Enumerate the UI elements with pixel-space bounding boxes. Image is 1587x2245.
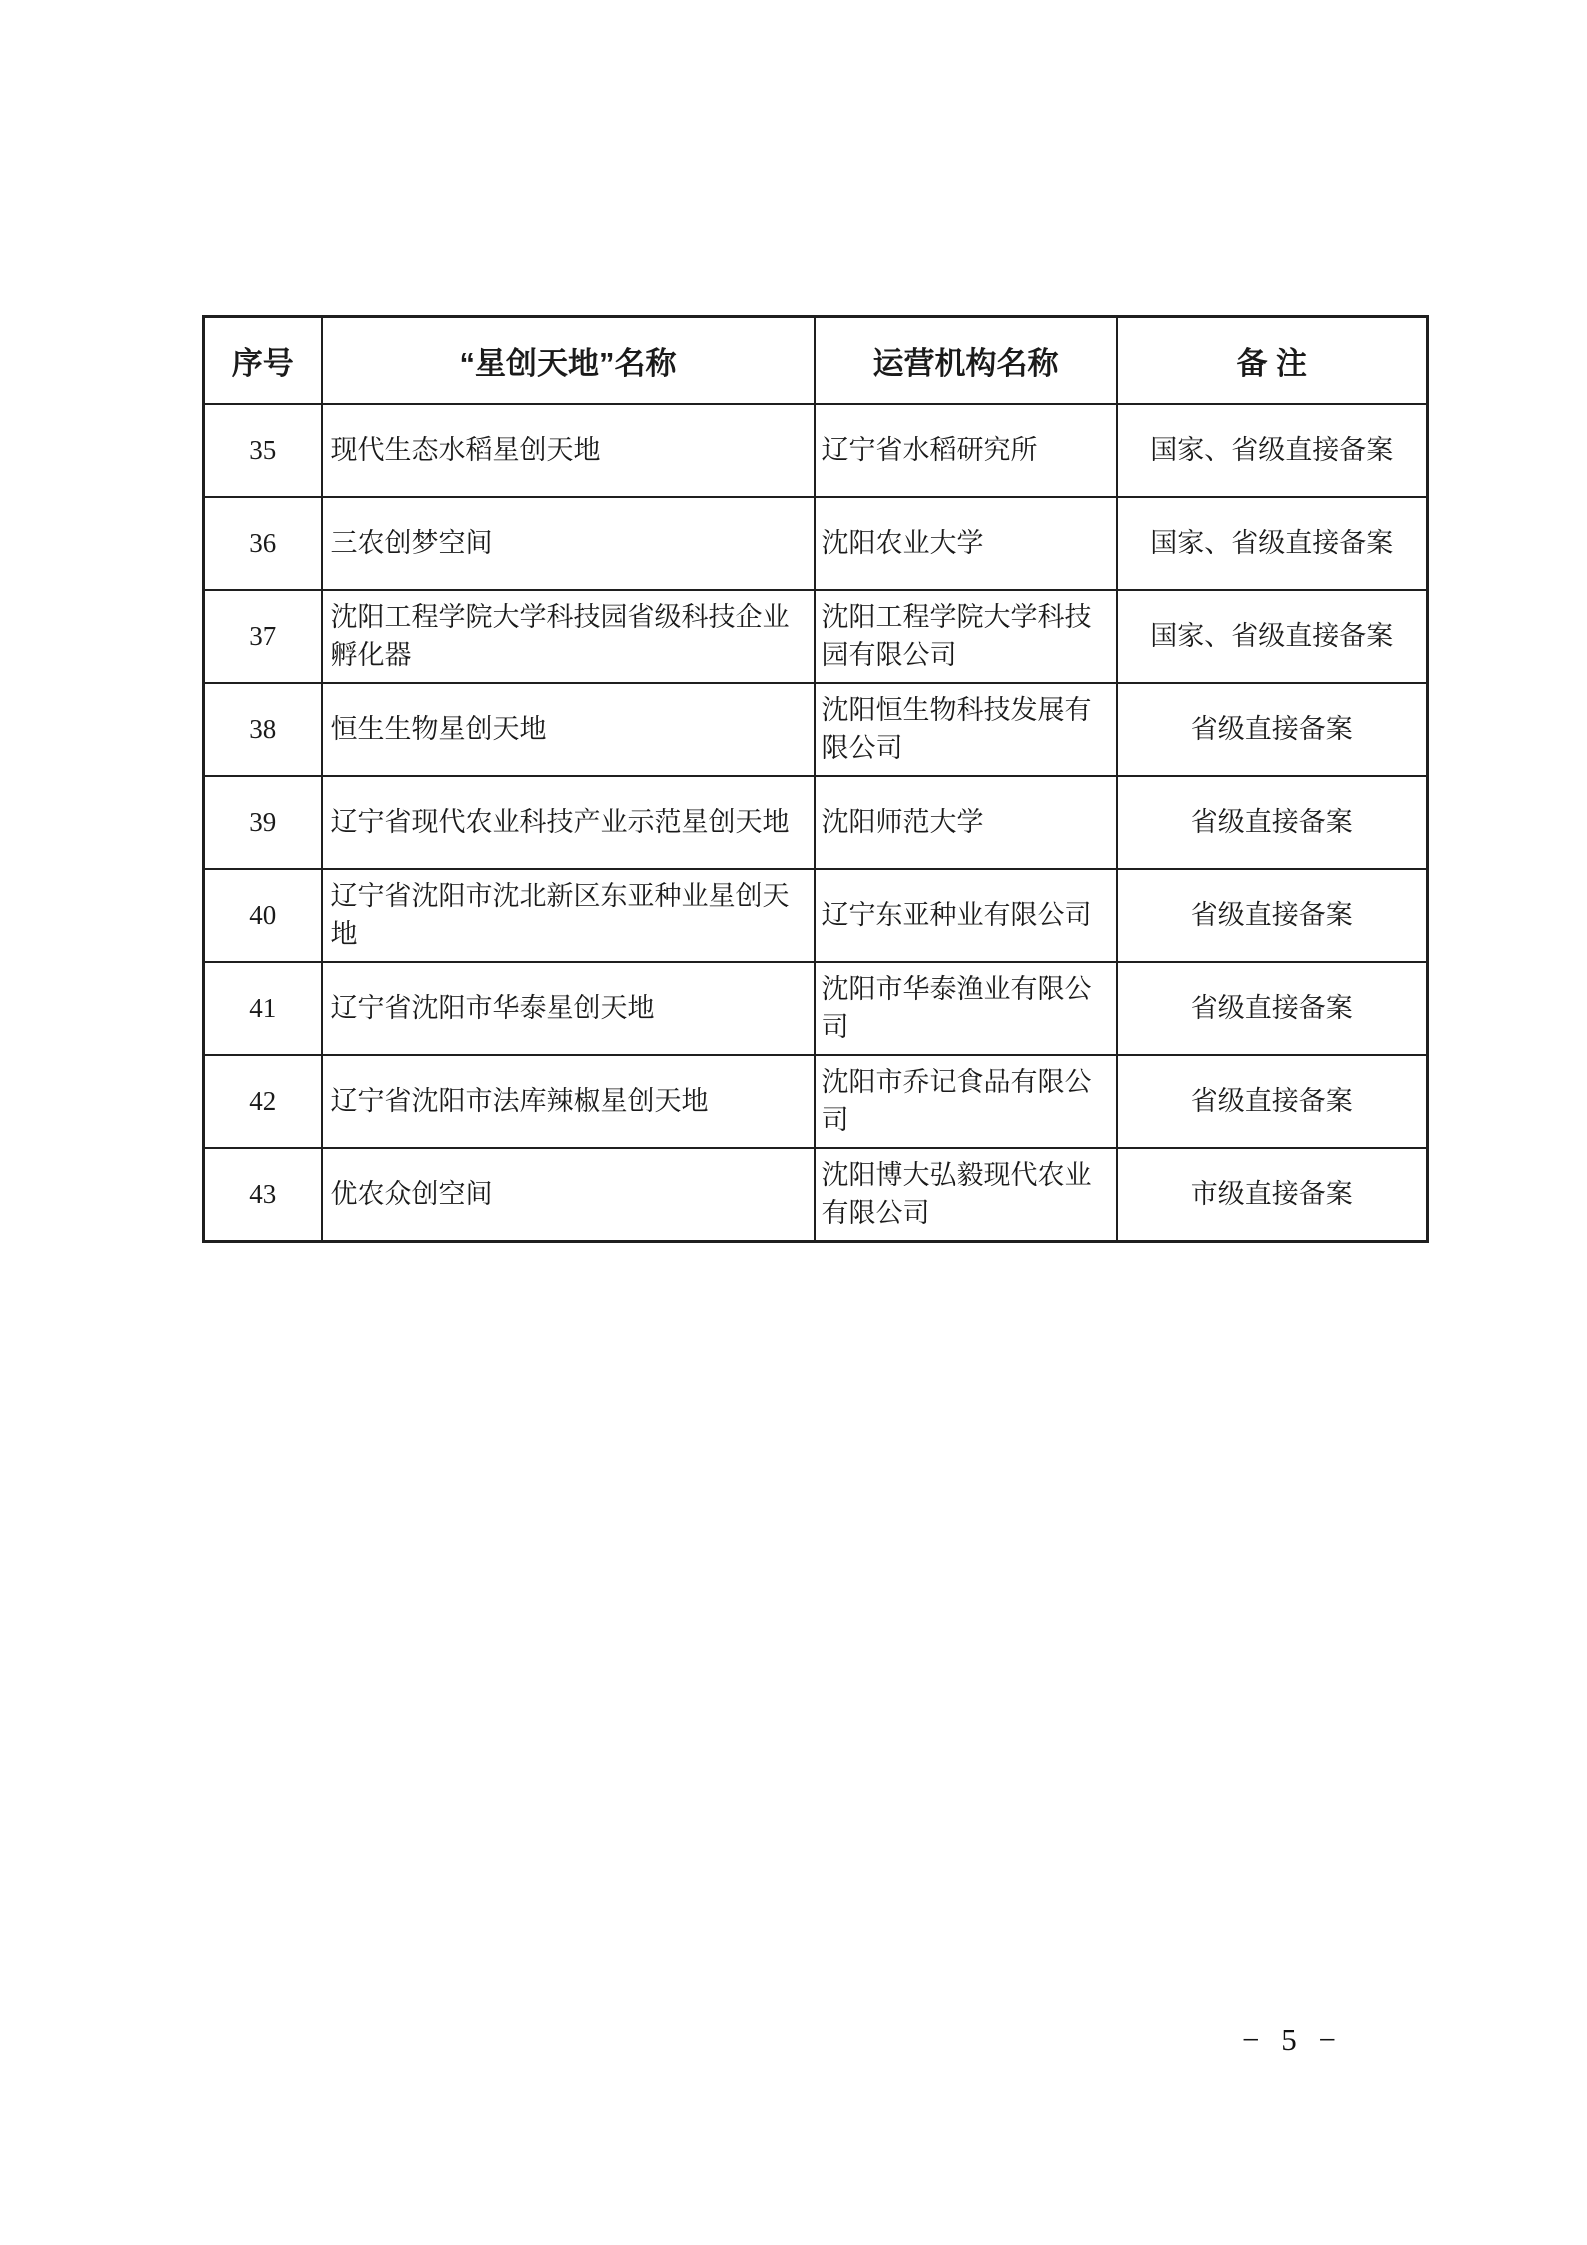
space-name-cell: 优农众创空间 (322, 1148, 815, 1242)
remark-cell: 省级直接备案 (1117, 1055, 1428, 1148)
remark-cell: 省级直接备案 (1117, 683, 1428, 776)
org-name-cell: 辽宁省水稻研究所 (815, 404, 1117, 497)
column-header-index: 序号 (204, 317, 322, 405)
remark-cell: 省级直接备案 (1117, 962, 1428, 1055)
column-header-org-name: 运营机构名称 (815, 317, 1117, 405)
table-row (204, 590, 1428, 683)
row-index-cell: 35 (204, 404, 322, 497)
column-header-space-name: “星创天地”名称 (322, 317, 815, 405)
org-name-cell: 沈阳师范大学 (815, 776, 1117, 869)
space-name-cell: 辽宁省沈阳市沈北新区东亚种业星创天地 (322, 869, 815, 962)
table-row (204, 683, 1428, 776)
row-index-cell: 36 (204, 497, 322, 590)
page-number: − 5 − (1242, 2022, 1336, 2057)
row-index-cell: 42 (204, 1055, 322, 1148)
row-index-cell: 40 (204, 869, 322, 962)
remark-cell: 省级直接备案 (1117, 776, 1428, 869)
org-name-cell: 沈阳市乔记食品有限公司 (815, 1055, 1117, 1148)
row-index-cell: 37 (204, 590, 322, 683)
space-name-cell: 三农创梦空间 (322, 497, 815, 590)
org-name-cell: 沈阳博大弘毅现代农业有限公司 (815, 1148, 1117, 1242)
column-header-remark: 备 注 (1117, 317, 1428, 405)
table-row (204, 1148, 1428, 1242)
space-name-cell: 辽宁省现代农业科技产业示范星创天地 (322, 776, 815, 869)
org-name-cell: 沈阳农业大学 (815, 497, 1117, 590)
space-name-cell: 辽宁省沈阳市法库辣椒星创天地 (322, 1055, 815, 1148)
table-row (204, 962, 1428, 1055)
table-body (204, 404, 1428, 1242)
table-row (204, 497, 1428, 590)
remark-cell: 国家、省级直接备案 (1117, 404, 1428, 497)
space-name-cell: 辽宁省沈阳市华泰星创天地 (322, 962, 815, 1055)
table-row (204, 1055, 1428, 1148)
space-name-cell: 现代生态水稻星创天地 (322, 404, 815, 497)
row-index-cell: 39 (204, 776, 322, 869)
remark-cell: 国家、省级直接备案 (1117, 590, 1428, 683)
remark-cell: 市级直接备案 (1117, 1148, 1428, 1242)
row-index-cell: 38 (204, 683, 322, 776)
org-name-cell: 沈阳市华泰渔业有限公司 (815, 962, 1117, 1055)
space-name-cell: 沈阳工程学院大学科技园省级科技企业孵化器 (322, 590, 815, 683)
org-name-cell: 沈阳恒生物科技发展有限公司 (815, 683, 1117, 776)
xingchuang-space-table (202, 315, 1429, 1243)
remark-cell: 省级直接备案 (1117, 869, 1428, 962)
table-header-row (204, 317, 1428, 405)
remark-cell: 国家、省级直接备案 (1117, 497, 1428, 590)
org-name-cell: 沈阳工程学院大学科技园有限公司 (815, 590, 1117, 683)
table-row (204, 404, 1428, 497)
space-name-cell: 恒生生物星创天地 (322, 683, 815, 776)
row-index-cell: 43 (204, 1148, 322, 1242)
table-row (204, 776, 1428, 869)
table-row (204, 869, 1428, 962)
org-name-cell: 辽宁东亚种业有限公司 (815, 869, 1117, 962)
row-index-cell: 41 (204, 962, 322, 1055)
